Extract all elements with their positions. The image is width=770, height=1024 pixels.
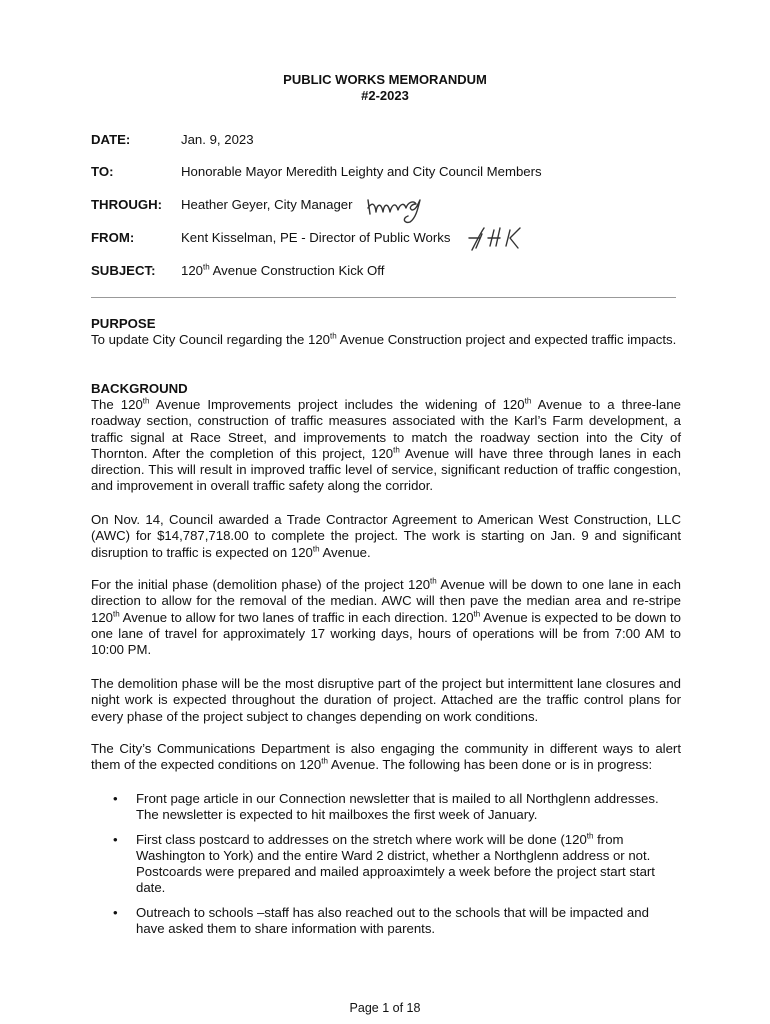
background-paragraph-1: The 120th Avenue Improvements project includes the widening of 120th Avenue to a three-lane roadway section, construction of traffic measures associated with the Karl’s Farm development, a traffic signal at Race Street, and improvements to match the roadway section into the City of Thornton. After the completion of this project, 120th Avenue will have three through lanes in each direction. This will result in improved traffic level of service, significant reduction of traffic congestion, and improvement in overall traffic safety along the corridor. xyxy=(91,396,682,494)
to-label: TO: xyxy=(91,164,114,179)
background-paragraph-4: The demolition phase will be the most disruptive part of the project but intermittent lane closures and night work is expected throughout the duration of project. Attached are the traffic control plans for every phase of the project subject to changes depending on work conditions. xyxy=(91,676,681,724)
purpose-heading: PURPOSE xyxy=(91,316,156,331)
page-number: Page 1 of 18 xyxy=(349,1001,421,1015)
through-label: THROUGH: xyxy=(91,197,163,212)
list-item: • Outreach to schools –staff has also reached out to the schools that will be impacted and have asked them to share information with parents. xyxy=(113,904,649,937)
memo-title: PUBLIC WORKS MEMORANDUM xyxy=(283,72,487,87)
background-paragraph-3: For the initial phase (demolition phase) of the project 120th Avenue will be down to one lane in each direction to allow for the removal of the median. AWC will then pave the median area and re-stripe 120th Avenue to allow for two lanes of traffic in each direction. 120th Avenue is expected to be down to one lane of travel for approximately 17 working days, hours of operations will be from 7:00 AM to 10:00 PM. xyxy=(91,576,681,658)
to-value: Honorable Mayor Meredith Leighty and City Council Members xyxy=(181,164,542,179)
bullet-icon: • xyxy=(113,831,118,847)
through-value: Heather Geyer, City Manager xyxy=(181,197,353,212)
bullet-icon: • xyxy=(113,904,118,920)
date-value: Jan. 9, 2023 xyxy=(181,132,254,147)
background-heading: BACKGROUND xyxy=(91,381,188,396)
city-manager-signature xyxy=(366,194,428,226)
bullet-icon: • xyxy=(113,791,118,806)
subject-value: 120th Avenue Construction Kick Off xyxy=(181,262,385,278)
outreach-list xyxy=(91,791,681,945)
list-item: • First class postcard to addresses on the stretch where work will be done (120th from Washington to York) and the entire Ward 2 district, whether a Northglenn address or not. Postcoards were prepared and mailed approaximtely a week before the project start start date. xyxy=(113,831,655,896)
director-signature xyxy=(466,224,522,254)
from-label: FROM: xyxy=(91,230,135,245)
background-paragraph-2: On Nov. 14, Council awarded a Trade Contractor Agreement to American West Construction, LLC (AWC) for $14,787,718.00 to complete the project. The work is starting on Jan. 9 and significant disruption to traffic is expected on 120th Avenue. xyxy=(91,512,681,560)
from-value: Kent Kisselman, PE - Director of Public Works xyxy=(181,230,451,245)
list-item: • Front page article in our Connection newsletter that is mailed to all Northglenn addresses. The newsletter is expected to hit mailboxes the first week of January. xyxy=(113,791,659,823)
date-label: DATE: xyxy=(91,132,131,147)
purpose-paragraph: To update City Council regarding the 120th Avenue Construction project and expected traffic impacts. xyxy=(91,331,677,347)
memo-number: #2-2023 xyxy=(361,88,409,103)
header-divider xyxy=(91,297,676,298)
background-paragraph-5: The City’s Communications Department is also engaging the community in different ways to alert them of the expected conditions on 120th Avenue. The following has been done or is in progress: xyxy=(91,741,681,773)
subject-label: SUBJECT: xyxy=(91,263,156,278)
